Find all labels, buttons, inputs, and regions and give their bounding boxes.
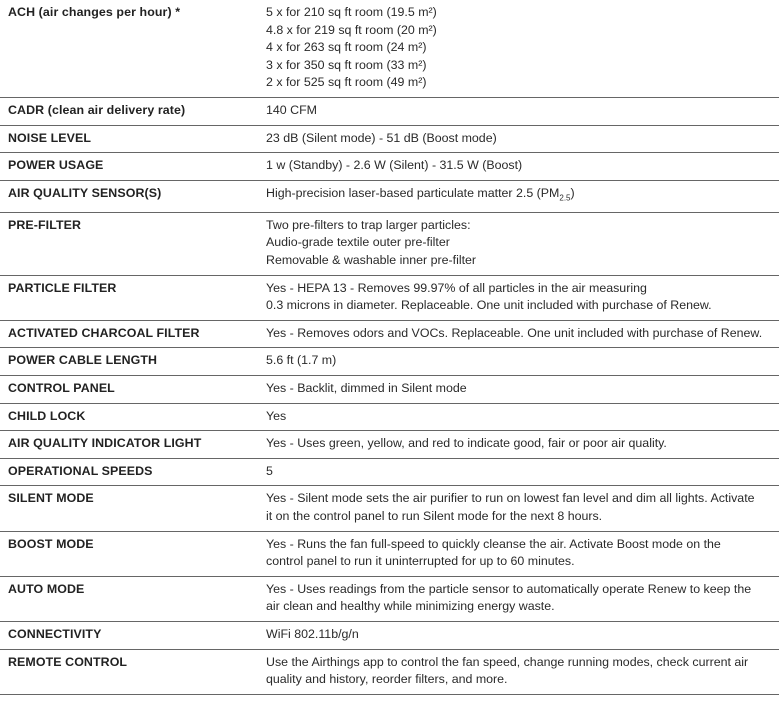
spec-label: ACTIVATED CHARCOAL FILTER bbox=[0, 320, 258, 348]
spec-value-line: 140 CFM bbox=[266, 102, 317, 117]
spec-value bbox=[258, 621, 779, 649]
spec-label: AIR QUALITY SENSOR(S) bbox=[0, 180, 258, 212]
spec-label: PRE-FILTER bbox=[0, 212, 258, 275]
spec-value-line: Yes - Silent mode sets the air purifier to run on lowest fan level and dim all lights. Activate bbox=[266, 491, 755, 506]
spec-value-text: High-precision laser-based particulate matter 2.5 (PM bbox=[266, 185, 560, 200]
spec-label: NOISE LEVEL bbox=[0, 125, 258, 153]
spec-value-line: 4 x for 263 sq ft room (24 m²) bbox=[266, 40, 427, 55]
spec-value-line: Yes - Removes odors and VOCs. Replaceable. One unit included with purchase of Renew. bbox=[266, 325, 763, 340]
spec-row bbox=[0, 531, 779, 576]
spec-row bbox=[0, 0, 779, 97]
spec-row bbox=[0, 375, 779, 403]
spec-label: OPERATIONAL SPEEDS bbox=[0, 458, 258, 486]
spec-value-line: 5 bbox=[266, 463, 273, 478]
spec-row bbox=[0, 180, 779, 212]
spec-value bbox=[258, 125, 779, 153]
spec-value-line: Yes - HEPA 13 - Removes 99.97% of all particles in the air measuring bbox=[266, 280, 647, 295]
spec-value bbox=[258, 486, 779, 531]
spec-row bbox=[0, 403, 779, 431]
spec-value bbox=[258, 431, 779, 459]
spec-row bbox=[0, 486, 779, 531]
spec-value-line: air clean and healthy while minimizing energy waste. bbox=[266, 599, 555, 614]
spec-row bbox=[0, 348, 779, 376]
spec-label: BOOST MODE bbox=[0, 531, 258, 576]
spec-row bbox=[0, 153, 779, 181]
spec-label: CADR (clean air delivery rate) bbox=[0, 97, 258, 125]
spec-value bbox=[258, 348, 779, 376]
spec-label: POWER CABLE LENGTH bbox=[0, 348, 258, 376]
spec-label: CHILD LOCK bbox=[0, 403, 258, 431]
spec-value bbox=[258, 212, 779, 275]
spec-value-line: Yes - Backlit, dimmed in Silent mode bbox=[266, 380, 467, 395]
spec-value bbox=[258, 531, 779, 576]
spec-label: POWER USAGE bbox=[0, 153, 258, 181]
spec-value-text-after: ) bbox=[570, 185, 575, 200]
spec-value bbox=[258, 576, 779, 621]
spec-value-line: Yes bbox=[266, 408, 287, 423]
spec-label: AIR QUALITY INDICATOR LIGHT bbox=[0, 431, 258, 459]
spec-label: SILENT MODE bbox=[0, 486, 258, 531]
spec-value-line: quality and history, reorder filters, and more. bbox=[266, 672, 508, 687]
spec-value-line: 23 dB (Silent mode) - 51 dB (Boost mode) bbox=[266, 130, 497, 145]
spec-value-line: Yes - Runs the fan full-speed to quickly cleanse the air. Activate Boost mode on the bbox=[266, 536, 721, 551]
spec-row bbox=[0, 212, 779, 275]
spec-value bbox=[258, 403, 779, 431]
spec-value-line bbox=[266, 185, 771, 207]
spec-value-line: 4.8 x for 219 sq ft room (20 m²) bbox=[266, 22, 437, 37]
spec-value bbox=[258, 375, 779, 403]
spec-label: CONNECTIVITY bbox=[0, 621, 258, 649]
spec-value-line: Two pre-filters to trap larger particles: bbox=[266, 217, 471, 232]
spec-label: ACH (air changes per hour) * bbox=[0, 0, 258, 97]
spec-value bbox=[258, 0, 779, 97]
spec-row bbox=[0, 125, 779, 153]
spec-value bbox=[258, 649, 779, 694]
spec-row bbox=[0, 431, 779, 459]
spec-value-line: 3 x for 350 sq ft room (33 m²) bbox=[266, 57, 427, 72]
spec-value-line: 5.6 ft (1.7 m) bbox=[266, 353, 337, 368]
spec-value bbox=[258, 458, 779, 486]
spec-label: PARTICLE FILTER bbox=[0, 275, 258, 320]
spec-value-line: 2 x for 525 sq ft room (49 m²) bbox=[266, 75, 427, 90]
spec-label: AUTO MODE bbox=[0, 576, 258, 621]
spec-value bbox=[258, 153, 779, 181]
spec-row bbox=[0, 275, 779, 320]
spec-row bbox=[0, 649, 779, 694]
spec-row bbox=[0, 97, 779, 125]
spec-label: CONTROL PANEL bbox=[0, 375, 258, 403]
spec-value-line: WiFi 802.11b/g/n bbox=[266, 626, 359, 641]
spec-row bbox=[0, 621, 779, 649]
spec-value-line: 5 x for 210 sq ft room (19.5 m²) bbox=[266, 5, 437, 19]
spec-row bbox=[0, 320, 779, 348]
spec-value-subscript: 2.5 bbox=[559, 193, 571, 203]
spec-value-line: 0.3 microns in diameter. Replaceable. One unit included with purchase of Renew. bbox=[266, 298, 712, 313]
spec-value-line: it on the control panel to run Silent mode for the next 8 hours. bbox=[266, 508, 603, 523]
spec-value-line: Yes - Uses green, yellow, and red to indicate good, fair or poor air quality. bbox=[266, 436, 667, 451]
spec-value-line: Removable & washable inner pre-filter bbox=[266, 253, 477, 267]
spec-value bbox=[258, 180, 779, 212]
spec-value bbox=[258, 97, 779, 125]
spec-value-line: Audio-grade textile outer pre-filter bbox=[266, 235, 450, 250]
spec-value-line: 1 w (Standby) - 2.6 W (Silent) - 31.5 W (Boost) bbox=[266, 158, 523, 173]
spec-row bbox=[0, 458, 779, 486]
spec-value bbox=[258, 320, 779, 348]
spec-row bbox=[0, 576, 779, 621]
spec-value-line: Yes - Uses readings from the particle sensor to automatically operate Renew to keep the bbox=[266, 581, 752, 596]
spec-value-line: Use the Airthings app to control the fan speed, change running modes, check current air bbox=[266, 654, 749, 669]
spec-value-line: control panel to run it uninterrupted for up to 60 minutes. bbox=[266, 554, 575, 569]
spec-value bbox=[258, 275, 779, 320]
spec-label: REMOTE CONTROL bbox=[0, 649, 258, 694]
